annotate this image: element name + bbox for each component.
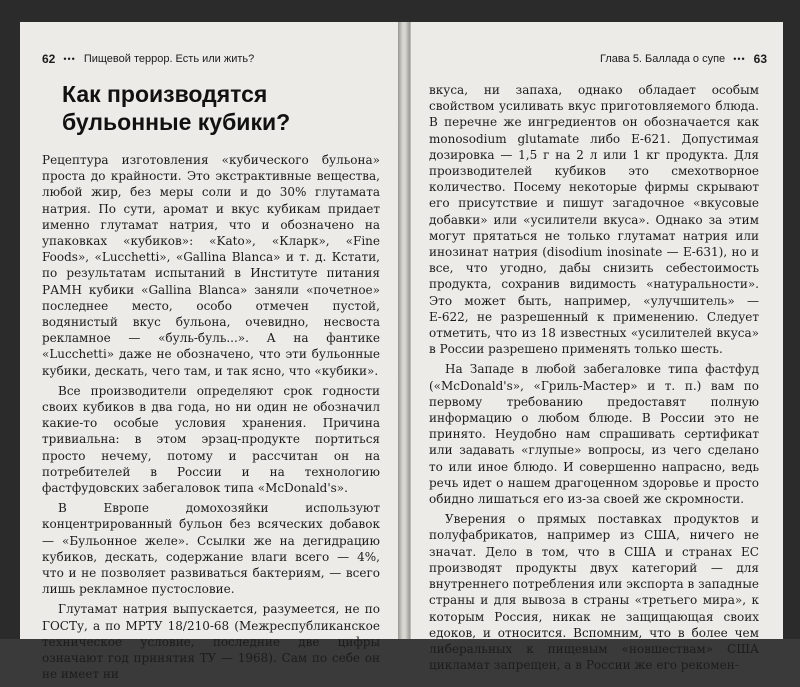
paragraph: вкуса, ни запаха, однако обладает особым свойством усиливать вкус приготовляемого блюда. В перечне же ингредиентов он обозначается как monosodium glutamate либо Е-621. Допустимая дозировка — 1,5 г на 2 л или 1 кг продукта. Для производителей кубиков это смехотворное количество. Посему некоторые фирмы скрывают его присутствие и пишут загадочное «вкусовые добавки» или «усилители вкуса». Однако за этим могут прятаться не только глутамат натрия или инозинат натрия (disodium inosinate — Е-631), но и все, что угодно, дабы снизить себестоимость продукта, сохранив видимость «натуральности». Это может быть, например, «улучшитель» — Е-622, не разрешенный к применению. Следует отметить, что из 18 известных «усилителей вкуса» в России разрешено применять только шесть. [429, 83, 759, 357]
separator-dots: ••• [733, 54, 746, 64]
right-body-text [429, 82, 759, 677]
section-headline: Как производятся бульонные кубики? [62, 81, 291, 135]
paragraph: Рецептура изготовления «кубического бульона» проста до крайности. Это экстрактивные вещества, любой жир, без меры соли и до 30% глутамата натрия. По сути, аромат и вкус кубикам придает именно глутамат натрия, что и обозначено на упаковках «кубиков»: «Kato», «Кларк», «Fine Foods», «Lucchetti», «Gallina Blanca» и т. д. Кстати, по результатам испытаний в Институте питания РАМН кубики «Gallina Blanca» заняли «почетное» последнее место, особо отмечен пустой, водянистый вкус бульона, очевидно, несвоста рекламное — «буль-буль...». А на фантике «Lucchetti» даже не обозначено, что эти бульонные кубики, дескать, чего там, и так ясно, что «кубики». [42, 153, 380, 378]
paragraph: В Европе домохозяйки используют концентрированный бульон без всяческих добавок — «Бульонное желе». Ссылки же на дегидрацию кубиков, дескать, содержание влаги всего — 4%, что и не позволяет развиваться бактериям, — всего лишь рекламное пустословие. [42, 501, 380, 597]
left-running-head: Пищевой террор. Есть или жить? [83, 53, 255, 65]
paragraph: Глутамат натрия выпускается, разумеется, не по ГОСТу, а по МРТУ 18/210-68 (Межреспубликанское техническое условие, последние две цифры означают год принятия ТУ — 1968). Сам по себе он не имеет ни [42, 602, 380, 682]
right-page [410, 22, 783, 673]
left-page [20, 22, 399, 682]
separator-dots: ••• [63, 54, 76, 64]
paragraph: Все производители определяют срок годности своих кубиков в два года, но ни один не обозначил какие-то особые условия хранения. Причина тривиальна: в этом эрзац-продукте портиться просто нечему, потому и рассчитан он на потребителей в России и на технологию фастфудовских забегаловок типа «McDonald's». [42, 383, 380, 496]
paragraph: На Западе в любой забегаловке типа фастфуд («McDonald's», «Гриль-Мастер» и т. п.) вам по первому требованию предоставят полную информацию о любом блюде. В России это не принято. Неудобно нам спрашивать сертификат или задавать «глупые» вопросы, из чего сделано то или иное блюдо. И совершенно напрасно, ведь речь идет о нашем драгоценном здоровье и просто обидно лишаться его из-за своей же скромности. [429, 362, 759, 507]
left-body-text [42, 152, 380, 687]
left-page-number: 62 [42, 52, 56, 66]
right-page-number: 63 [753, 52, 767, 66]
right-running-head: Глава 5. Баллада о супе [600, 53, 726, 65]
book-gutter [398, 22, 410, 639]
left-running-header [42, 50, 388, 68]
right-running-header [421, 50, 767, 68]
paragraph: Уверения о прямых поставках продуктов и полуфабрикатов, например из США, ничего не значат. Дело в том, что в США и странах ЕС производят продукты двух категорий — для внутреннего потребления или экспорта в западные страны и для вывоза в страны «третьего мира», к которым Россия, никак не защищающая своих едоков, и относится. Вспомним, что в более чем либеральных к пищевым «новшествам» США цикламат запрещен, а в России же его рекомен- [429, 512, 759, 673]
